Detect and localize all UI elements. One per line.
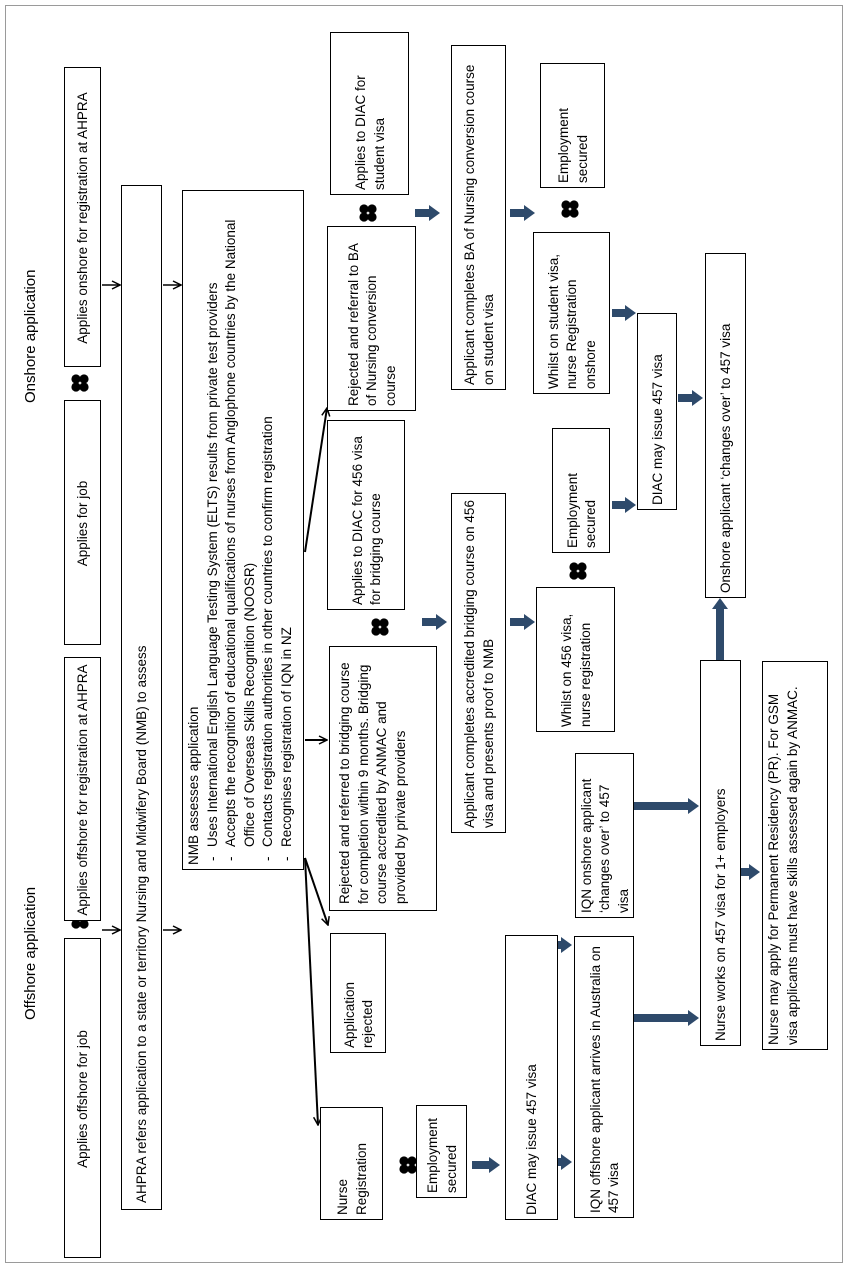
nmb-bullet: - Contacts registration authorities in other countries to confirm registration [259, 197, 278, 865]
box-label: Applies offshore for registration at AHPRA [75, 664, 91, 916]
box-label: Whilst on student visa, nurse Registration onshore [545, 253, 598, 389]
box-nurse-works [700, 660, 741, 1046]
box-employment-secured-3 [540, 63, 605, 188]
box-applies-job [64, 400, 101, 645]
box-label: AHPRA refers application to a state or territory Nursing and Midwifery Board (NMB) to assess [134, 645, 150, 1203]
box-label: Employment secured [425, 1117, 459, 1193]
nmb-title: NMB assesses application [186, 706, 201, 865]
box-employment-secured-1 [416, 1105, 467, 1198]
box-label: Applicant completes BA of Nursing conversion course on student visa [462, 64, 496, 385]
box-applies-offshore-job [64, 938, 101, 1258]
block-arrow-icon [472, 1157, 500, 1173]
block-arrow-icon [510, 614, 535, 630]
nmb-bullets [204, 197, 297, 865]
box-label: IQN onshore applicant ‘changes over’ to 457 visa [578, 778, 631, 913]
box-applies-diac-student [330, 32, 409, 195]
box-label: Nurse may apply for Permanent Residency (PR). For GSM visa applicants must have skills assessed again by ANMAC. [766, 686, 800, 1045]
box-whilst-456 [536, 587, 615, 732]
box-label: Applicant completes accredited bridging course on 456 visa and presents proof to NMB [462, 500, 496, 828]
box-label: Employment secured [556, 107, 590, 183]
box-label: DIAC may issue 457 visa [524, 1064, 540, 1215]
nmb-bullet: - Uses International English Language Testing System (ELTS) results from private test providers [204, 197, 223, 865]
box-iqn-offshore-arrives [574, 936, 634, 1218]
box-label [183, 191, 304, 870]
block-arrow-icon [634, 798, 699, 814]
box-diac-457-1 [505, 935, 558, 1220]
box-label: Applies to DIAC for 456 visa for bridging course [349, 436, 383, 605]
block-arrow-icon [678, 390, 703, 406]
box-label: Applies offshore for job [75, 1030, 91, 1168]
box-applies-offshore-ahpra [64, 657, 101, 921]
box-applies-onshore-ahpra [64, 67, 101, 367]
box-rejected-ba [327, 226, 416, 411]
box-label: Applies to DIAC for student visa [353, 75, 387, 190]
box-label: Whilst on 456 visa, nurse registration [559, 613, 593, 727]
plus-icon [359, 204, 376, 221]
box-label: Onshore applicant ‘changes over’ to 457 visa [718, 323, 734, 593]
plus-icon [561, 200, 578, 217]
block-arrow-icon [612, 305, 636, 321]
nmb-bullet: - Recognises registration of IQN in NZ [278, 197, 297, 865]
plus-icon [71, 374, 88, 391]
box-label: Employment secured [564, 472, 598, 548]
block-arrow-icon [634, 1010, 699, 1026]
box-ahpra-refers [121, 185, 162, 1210]
box-applies-diac-456 [327, 420, 405, 610]
plus-icon [569, 562, 586, 579]
box-label: DIAC may issue 457 visa [649, 354, 665, 505]
box-whilst-student [533, 232, 610, 394]
box-label: Applies onshore for registration at AHPRA [75, 92, 91, 344]
nmb-bullet: - Accepts the recognition of educational qualifications of nurses from Anglophone countries by the National Office of Overseas Skills Recognition (NOOSR) [222, 197, 259, 865]
block-arrow-icon [415, 205, 440, 221]
box-applicant-completes-ba [451, 45, 506, 390]
block-arrow-icon [422, 614, 447, 630]
block-arrow-icon [612, 497, 636, 513]
box-onshore-changes [705, 253, 746, 598]
box-iqn-onshore-changes [575, 753, 634, 918]
box-label: Application rejected [341, 981, 375, 1048]
box-diac-457-2 [637, 313, 677, 510]
box-rejected-bridging [329, 646, 437, 911]
onshore-heading: Onshore application [22, 269, 39, 403]
box-nurse-pr [762, 661, 828, 1050]
box-application-rejected [330, 933, 386, 1053]
box-applicant-completes-bridging [451, 493, 506, 833]
block-arrow-icon [712, 598, 728, 660]
box-label: Applies for job [75, 480, 91, 567]
box-label: Rejected and referred to bridging course for completion within 9 months. Bridging course accredited by ANMAC and provided by private providers [337, 662, 408, 904]
box-nurse-registration [320, 1107, 383, 1220]
plus-icon [399, 1156, 416, 1173]
box-label: Nurse works on 457 visa for 1+ employers [713, 788, 729, 1041]
plus-icon [371, 618, 388, 635]
box-nmb-assesses [182, 190, 304, 870]
box-label: Nurse Registration [335, 1142, 369, 1215]
offshore-heading: Offshore application [22, 886, 39, 1020]
box-label: Rejected and referral to BA of Nursing conversion course [345, 243, 398, 406]
block-arrow-icon [510, 205, 535, 221]
box-employment-secured-2 [552, 428, 610, 553]
box-label: IQN offshore applicant arrives in Australia on 457 visa [587, 946, 621, 1213]
